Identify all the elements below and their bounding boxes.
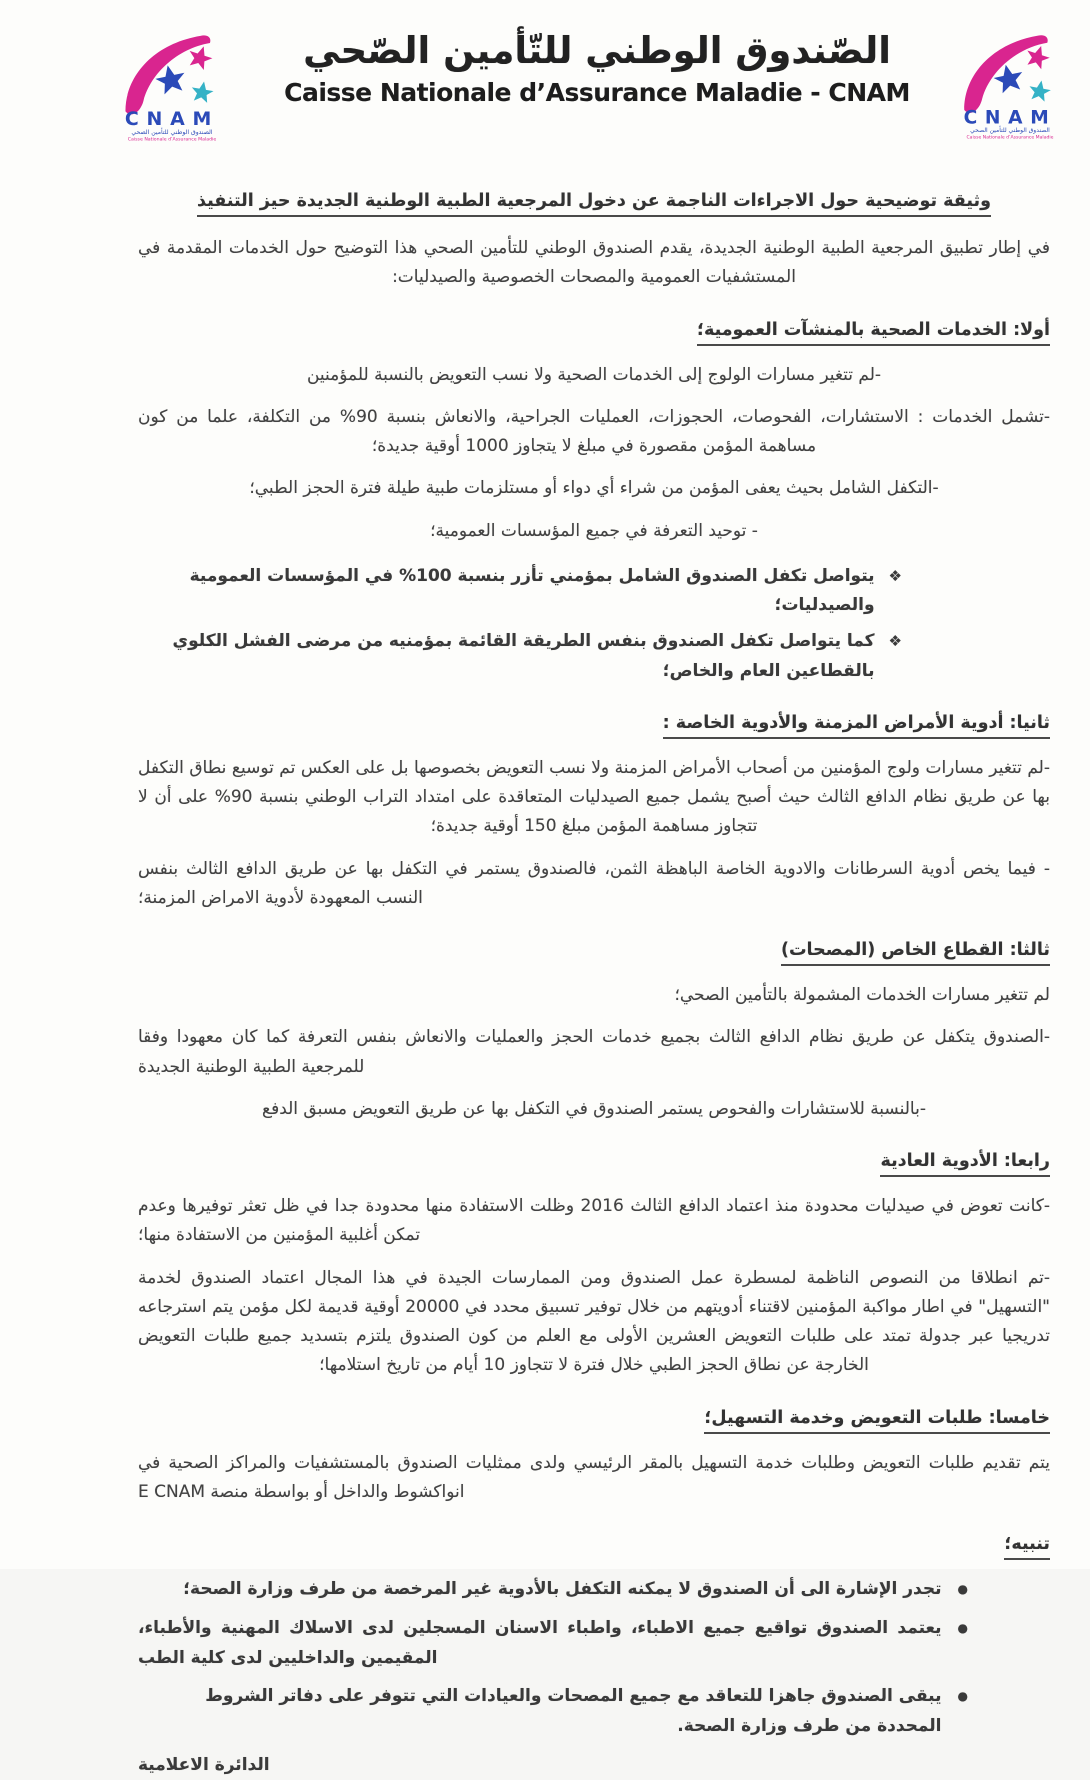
section-heading: خامسا: طلبات التعويض وخدمة التسهيل؛ (138, 1403, 1050, 1433)
paragraph: لم تتغير مسارات الخدمات المشمولة بالتأمين الصحي؛ (674, 985, 1050, 1006)
org-title-french: Caisse Nationale d’Assurance Maladie - CNAM (284, 78, 910, 108)
org-title-arabic: الصّندوق الوطني للتّأمين الصّحي (303, 29, 891, 72)
document-body (0, 186, 1090, 1780)
section-chronic-medicines (138, 708, 1050, 913)
paragraph: -لم تتغير مسارات ولوج المؤمنين من أصحاب الأمراض المزمنة ولا نسب التعويض بخصوصها بل على العكس تم توسيع نطاق التكفل بها عن طريق نظام الدافع الثالث حيث أصبح يشمل جميع الصيدليات المتعاقدة على امتداد التراب الوطني بنسبة 90% على أن لا تتجاوز مساهمة المؤمن مبلغ 150 أوقية جديدة؛ (138, 757, 1050, 837)
diamond-bullet-icon: ❖ (888, 632, 902, 651)
section-heading: رابعا: الأدوية العادية (138, 1146, 1050, 1176)
letterhead (0, 0, 1090, 142)
round-bullet-icon: ● (957, 1689, 968, 1704)
paragraph: -بالنسبة للاستشارات والفحوص يستمر الصندوق في التكفل بها عن طريق التعويض مسبق الدفع (262, 1098, 926, 1119)
section-private-clinics (138, 935, 1050, 1124)
letterhead-titles (260, 26, 934, 107)
list-item: ❖ يتواصل تكفل الصندوق الشامل بمؤمني تأزر بنسبة 100% في المؤسسات العمومية والصيدليات؛ (138, 562, 902, 620)
signature: الدائرة الاعلامية (138, 1754, 270, 1775)
section-heading: ثالثا: القطاع الخاص (المصحات) (138, 935, 1050, 965)
paragraph: -الصندوق يتكفل عن طريق نظام الدافع الثالث بجميع خدمات الحجز والعمليات والانعاش بنفس التعرفة كما كان معهودا وفقا للمرجعية الطبية الوطنية الجديدة (138, 1027, 1050, 1077)
paragraph: -التكفل الشامل بحيث يعفى المؤمن من شراء أي دواء أو مستلزمات طبية طيلة فترة الحجز الطبي؛ (249, 478, 939, 499)
section-reimbursement-requests (138, 1403, 1050, 1508)
paragraph: -تم انطلاقا من النصوص الناظمة لمسطرة عمل الصندوق ومن الممارسات الجيدة في هذا المجال اعتماد الصندوق لخدمة "التسهيل" في اطار مواكبة المؤمنين لاقتناء أدويتهم من خلال توفير تسبيق محدد في 20000 أوقية قديمة لكل مؤمن يتم استرجاعه تدريجيا عبر جدولة تمتد على طلبات التعويض العشرين الأولى مع العلم من كون الصندوق يلتزم بتسديد جميع طلبات التعويض الخارجة عن نطاق الحجز الطبي خلال فترة لا تتجاوز 10 أيام من تاريخ استلامها؛ (138, 1267, 1050, 1376)
paragraph: -تشمل الخدمات : الاستشارات، الفحوصات، الحجوزات، العمليات الجراحية، والانعاش بنسبة 90% من التكلفة، علما من كون مساهمة المؤمن مقصورة في مبلغ لا يتجاوز 1000 أوقية جديدة؛ (138, 406, 1050, 457)
round-bullet-icon: ● (957, 1582, 968, 1597)
section-heading: ثانيا: أدوية الأمراض المزمنة والأدوية الخاصة : (138, 708, 1050, 738)
notice-bullet-list (138, 1575, 1050, 1742)
notice-heading: تنبيه؛ (138, 1529, 1050, 1559)
paragraph: -كانت تعوض في صيدليات محدودة منذ اعتماد الدافع الثالث 2016 وظلت الاستفادة منها محدودة جدا في ظل تعثر توفيرها وعدم تمكن أغلبية المؤمنين من الاستفادة منها؛ (138, 1196, 1051, 1246)
section-ordinary-medicines (138, 1146, 1050, 1381)
section-public-facilities (138, 315, 1050, 686)
list-item: ● تجدر الإشارة الى أن الصندوق لا يمكنه التكفل بالأدوية غير المرخصة من طرف وزارة الصحة؛ (138, 1575, 968, 1605)
list-item: ❖ كما يتواصل تكفل الصندوق بنفس الطريقة القائمة بمؤمنيه من مرضى الفشل الكلوي بالقطاعين العام والخاص؛ (138, 627, 902, 685)
list-item: ● يبقى الصندوق جاهزا للتعاقد مع جميع المصحات والعيادات التي تتوفر على دفاتر الشروط المحددة من طرف وزارة الصحة. (138, 1682, 968, 1742)
paragraph: يتم تقديم طلبات التعويض وطلبات خدمة التسهيل بالمقر الرئيسي ولدى ممثليات الصندوق بالمستشفيات والمراكز الصحية في انواكشوط والداخل أو بواسطة منصة E CNAM (138, 1452, 1050, 1502)
paragraph: - توحيد التعرفة في جميع المؤسسات العمومية؛ (430, 520, 758, 541)
list-item: ● يعتمد الصندوق تواقيع جميع الاطباء، واطباء الاسنان المسجلين لدى الاسلاك المهنية والأطباء، المقيمين والداخليين لدى كلية الطب (138, 1614, 968, 1674)
diamond-list (138, 562, 1050, 686)
section-heading: أولا: الخدمات الصحية بالمنشآت العمومية؛ (138, 315, 1050, 345)
document-title: وثيقة توضيحية حول الاجراءات الناجمة عن دخول المرجعية الطبية الوطنية الجديدة حيز التنفيذ (138, 186, 1050, 216)
intro-paragraph: في إطار تطبيق المرجعية الطبية الوطنية الجديدة، يقدم الصندوق الوطني للتأمين الصحي هذا التوضيح حول الخدمات المقدمة في المستشفيات العمومية والمصحات الخصوصية والصيدليات: (138, 238, 1050, 288)
cnam-logo-left-icon (84, 26, 260, 144)
diamond-bullet-icon: ❖ (888, 566, 902, 585)
section-notice (138, 1529, 1050, 1780)
round-bullet-icon: ● (957, 1620, 968, 1635)
paragraph: -لم تتغير مسارات الولوج إلى الخدمات الصحية ولا نسب التعويض بالنسبة للمؤمنين (306, 364, 882, 385)
paragraph: - فيما يخص أدوية السرطانات والادوية الخاصة الباهظة الثمن، فالصندوق يستمر في التكفل بها عن طريق الدافع الثالث بنفس النسب المعهودة لأدوية الامراض المزمنة؛ (138, 858, 1050, 908)
cnam-logo-right-icon (940, 26, 1080, 142)
